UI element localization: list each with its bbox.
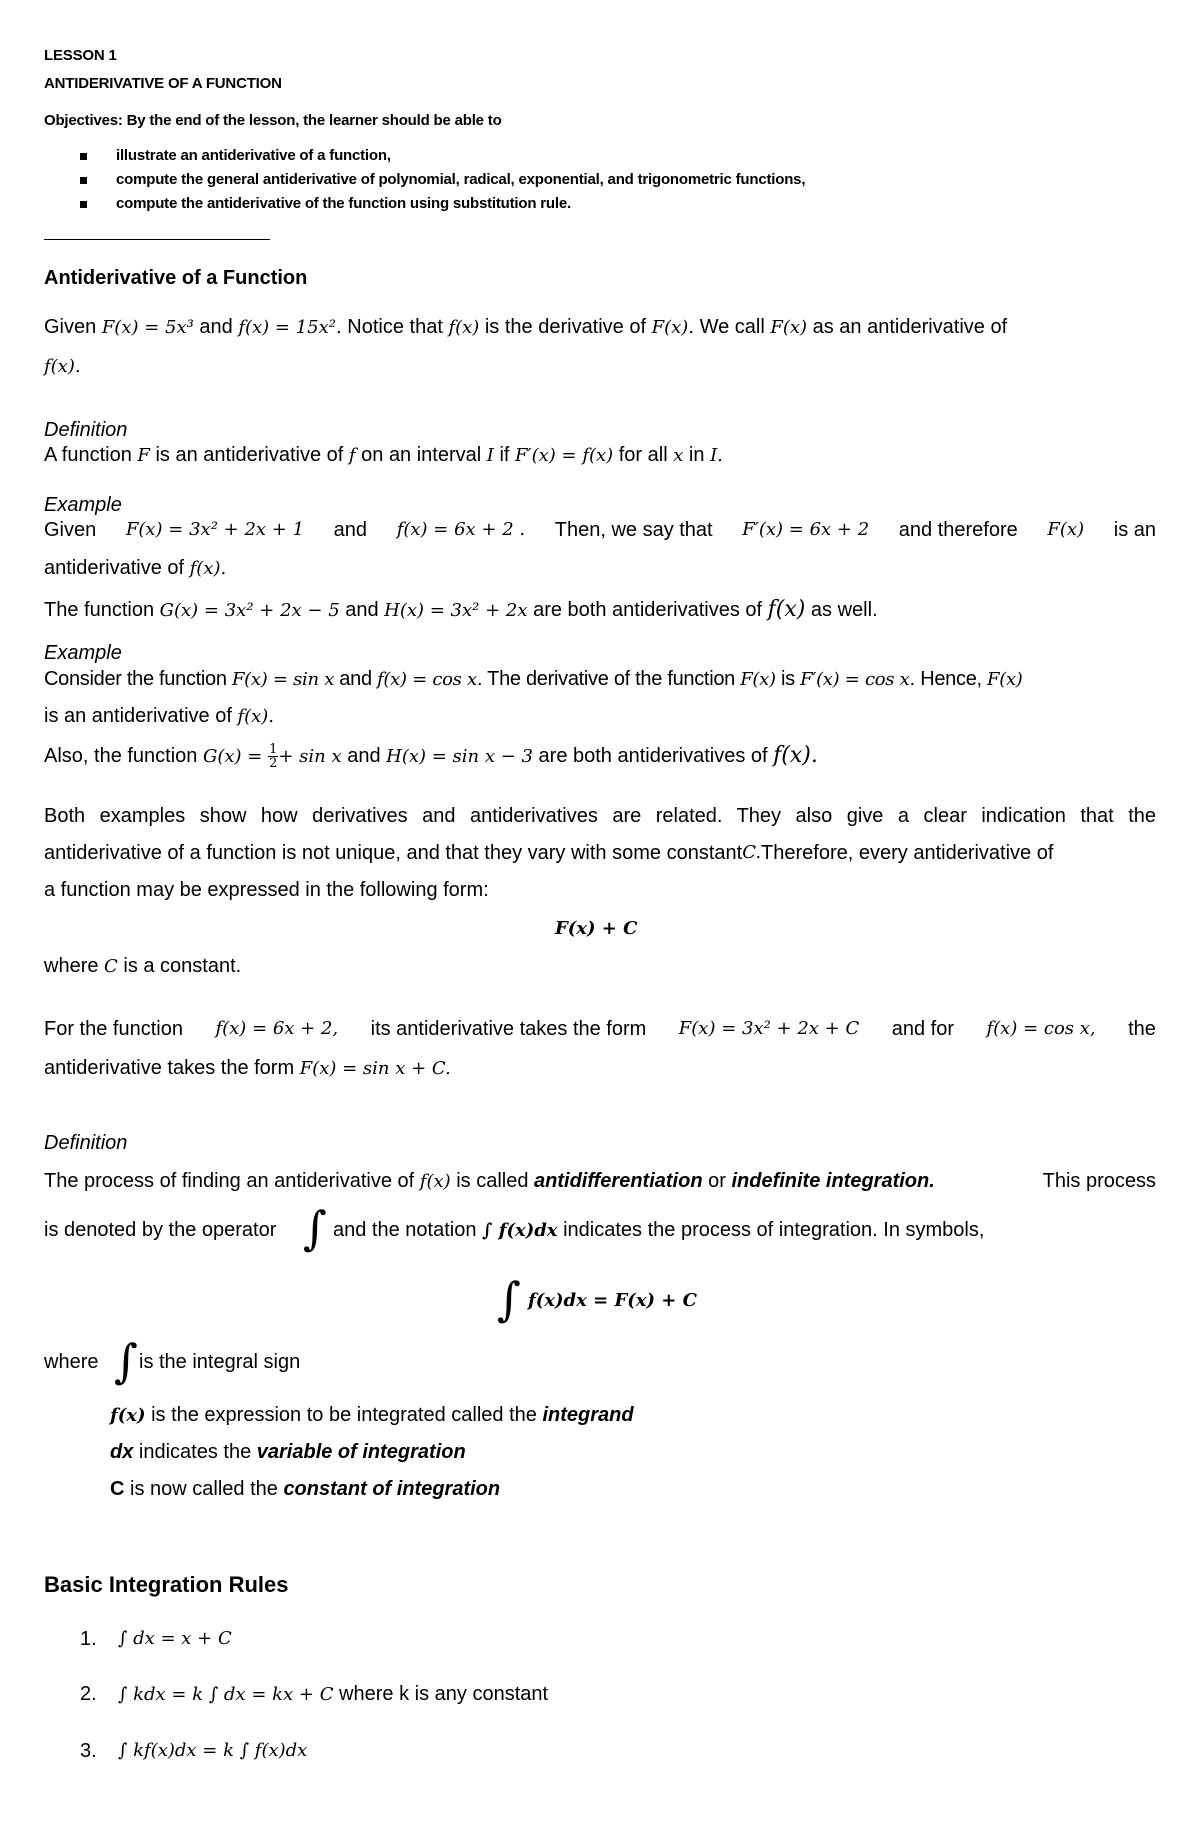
constant-desc: C is now called the constant of integration [110,1478,501,1500]
integral-sign-desc: is the integral sign [139,1351,301,1373]
example-line-2: antiderivative of f(x). [44,557,227,579]
rule-item: 1. ∫ dx = x + C [80,1628,232,1650]
bullet-icon [80,177,87,184]
definition2-line-2: is denoted by the operator [44,1219,277,1241]
intro-line-1: Given F(x) = 5x³ and f(x) = 15x². Notice that f(x) is the derivative of F(x). We call F(x) as an antiderivative of [44,316,1008,338]
definition2-line-2b: and the notation ∫ f(x)dx indicates the process of integration. In symbols, [333,1219,985,1241]
variable-desc: dx indicates the variable of integration [110,1441,466,1463]
where-label: where [44,1351,99,1373]
paragraph2-line-1: For the function f(x) = 6x + 2, its antiderivative takes the form F(x) = 3x² + 2x + C and for f(x) = cos x, the [44,1018,1156,1040]
definition-label: Definition [44,1132,128,1154]
paragraph-line-1: Both examples show how derivatives and antiderivatives are related. They also give a clear indication that the [44,805,1156,827]
example-line-1: Given F(x) = 3x² + 2x + 1 and f(x) = 6x + 2 . Then, we say that F′(x) = 6x + 2 and therefore F(x) is an [44,519,1156,541]
objective-item: compute the antiderivative of the function using substitution rule. [80,195,535,212]
section-heading: Antiderivative of a Function [44,267,308,289]
constant-note: where C is a constant. [44,955,242,977]
header-divider [44,239,270,240]
lesson-number: LESSON 1 [44,47,117,64]
paragraph-line-3: a function may be expressed in the following form: [44,879,489,901]
intro-line-2: f(x). [44,356,81,377]
objective-item: compute the general antiderivative of polynomial, radical, exponential, and trigonometric functions, [80,171,769,188]
integral-sign-icon: ∫ [497,1272,521,1326]
integral-sign-icon: ∫ [303,1201,327,1255]
general-form-formula: F(x) + C [555,918,638,939]
paragraph2-line-2: antiderivative takes the form F(x) = sin x + C. [44,1057,451,1079]
definition2-line-1: The process of finding an antiderivative of f(x) is called antidifferentiation or indefinite integration. This process [44,1170,1156,1192]
definition-text: A function F is an antiderivative of f on an interval I if F′(x) = f(x) for all x in I. [44,444,723,466]
integral-formula: f(x)dx = F(x) + C [528,1290,697,1311]
lesson-title: ANTIDERIVATIVE OF A FUNCTION [44,75,282,92]
rule-item: 3. ∫ kf(x)dx = k ∫ f(x)dx [80,1740,308,1762]
example2-line-3: Also, the function G(x) = $\frac{1}{2}$ + sin x and H(x) = sin x − 3 are both antiderivatives of f(x). [44,742,818,772]
objectives-intro: Objectives: By the end of the lesson, the learner should be able to [44,112,502,129]
example2-line-2: is an antiderivative of f(x). [44,705,275,727]
paragraph-line-2: antiderivative of a function is not unique, and that they vary with some constant C. Therefore, every antiderivative of [44,842,1054,864]
integral-sign-icon: ∫ [114,1334,138,1388]
bullet-icon [80,201,87,208]
integrand-desc: f(x) is the expression to be integrated called the integrand [110,1404,634,1426]
definition-label: Definition [44,419,128,441]
example2-line-1: Consider the function F(x) = sin x and f(x) = cos x. The derivative of the function F(x) is F′(x) = cos x. Hence, F(x) [44,668,1023,690]
objective-item: illustrate an antiderivative of a function, [80,147,355,164]
section-heading: Basic Integration Rules [44,1572,289,1597]
example-label: Example [44,642,122,664]
bullet-icon [80,153,87,160]
fraction: $\frac{1}{2}$ [269,742,278,772]
example-label: Example [44,494,122,516]
rule-item: 2. ∫ kdx = k ∫ dx = kx + C where k is any constant [80,1683,549,1705]
example-line-3: The function G(x) = 3x² + 2x − 5 and H(x) = 3x² + 2x are both antiderivatives of f(x) as well. [44,597,878,622]
